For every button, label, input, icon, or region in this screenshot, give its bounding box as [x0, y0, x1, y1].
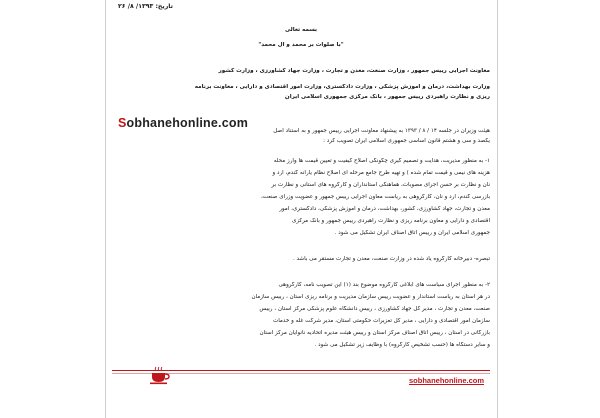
clause-2-line: و سایر دستگاه ها (حسب تشخیص کارگروه) با وظایف زیر تشکیل می شود .	[314, 342, 490, 348]
page-border-left	[105, 0, 106, 418]
clause-2-line: بازرگانی در استان ، رییس اتاق اصناف مرکز استان و رییس هیئت مدیره اتحادیه نانوایان مرکز استان	[259, 330, 490, 336]
clause-2-line: در هر استان به ریاست استاندار و عضویت رییس سازمان مدیریت و برنامه ریزی استان ، رییس سازمان	[251, 294, 490, 300]
recipients-line: معاونت اجرایی رییس جمهور ، وزارت صنعت، معدن و تجارت ، وزارت جهاد کشاورزی ، وزارت کشور	[218, 68, 490, 74]
intro-line: هیئت وزیران در جلسه ۱۴ / ۸ / ۱۳۹۳ به پیشنهاد معاونت اجرایی رییس جمهور و به استناد اصل	[273, 128, 490, 134]
clause-1-line: اقتصادی و دارایی و معاون برنامه ریزی و نظارت راهبردی رییس جمهور و بانک مرکزی	[291, 218, 490, 224]
clause-2-line: سازمان امور اقتصادی و دارایی ، مدیر کل تعزیرات حکومتی استان، مدیر شرکت غله و خدمات	[272, 318, 490, 324]
clause-1-line: نان و نظارت بر حسن اجرای مصوبات، هماهنگی استانداران و کارگروه های استانی و نظارت بر	[271, 182, 490, 188]
note-line: تبصره- دبیرخانه کارگروه یاد شده در وزارت صنعت، معدن و تجارت مستقر می باشد .	[292, 256, 490, 262]
letter-date: تاریخ: ۱۳۹۳/ ۸/ ۲۶	[118, 3, 173, 10]
page-border-right	[497, 0, 498, 418]
clause-1-line: ۱- به منظور مدیریت، هدایت و تصمیم گیری چگونگی اصلاح کیفیت و تعیین قیمت ها وارز محله	[273, 158, 490, 164]
watermark-rest: obhanehonline.com	[126, 116, 249, 130]
clause-1-line: بازرسی گندم، آرد و نان، کارگروهی به ریاست معاون اجرایی رییس جمهور و عضویت وزرای صنعت،	[260, 194, 490, 200]
recipients-line: وزارت بهداشت، درمان و آموزش پزشکی ، وزارت دادگستری، وزارت امور اقتصادی و دارایی ، معاونت برنامه	[194, 84, 490, 90]
bismillah: بسمه تعالی	[284, 27, 317, 33]
clause-1-line: معدن و تجارت، جهاد کشاورزی، کشور، بهداشت، درمان و آموزش پزشکی، دادگستری، امور	[279, 206, 490, 212]
intro-line: یکصد و سی و هشتم قانون اساسی جمهوری اسلامی ایران تصویب کرد :	[323, 138, 490, 144]
salawat: "با صلوات بر محمد و آل محمد"	[258, 42, 344, 48]
clause-2-line: ۲- به منظور اجرای سیاست های ابلاغی کارگروه موضوع بند (۱) این تصویب نامه، کارگروهی	[278, 282, 490, 288]
clause-2-line: صنعت، معدن و تجارت ، مدیر کل جهاد کشاورزی ، رییس دانشگاه علوم پزشکی مرکز استان ، رییس	[259, 306, 490, 312]
letter-body	[112, 0, 490, 418]
watermark-initial: S	[118, 116, 127, 130]
footer-site-link[interactable]: sobhanehonline.com	[408, 376, 484, 385]
clause-1-line: جمهوری اسلامی ایران و رییس اتاق اصناف ایران تشکیل می شود .	[334, 230, 490, 236]
clause-1-line: هزینه های نیمی و قیمت تمام شده ) و تهیه طرح جامع مرحله ای اصلاح نظام یارانه گندم، آرد و	[272, 170, 490, 176]
site-logo-icon	[148, 364, 170, 386]
recipients-line: ریزی و نظارت راهبردی رییس جمهور ، بانک مرکزی جمهوری اسلامی ایران	[284, 94, 490, 100]
